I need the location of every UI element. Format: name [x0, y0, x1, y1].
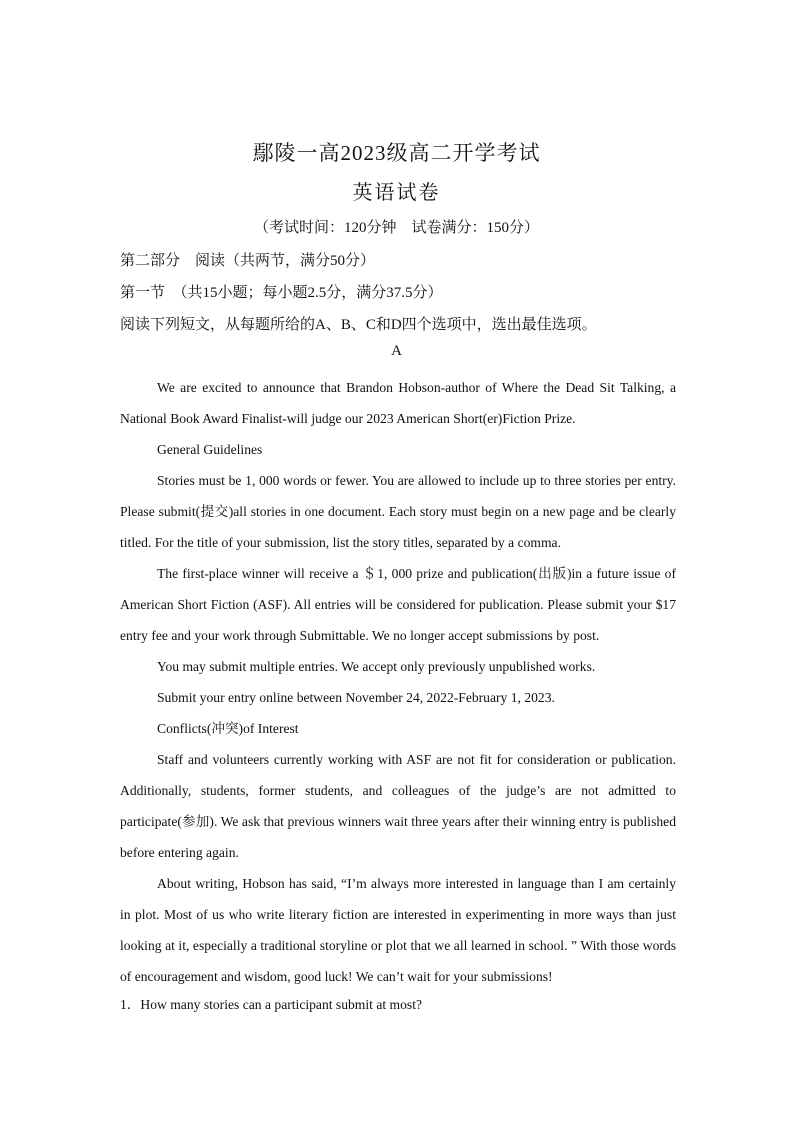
passage-paragraph: You may submit multiple entries. We accept only previously unpublished works.	[157, 659, 596, 674]
section-heading: 第一节 （共15小题；每小题2.5分，满分37.5分）	[120, 285, 443, 301]
reading-direction: 阅读下列短文，从每题所给的A、B、C和D四个选项中，选出最佳选项。	[120, 317, 597, 333]
exam-time-and-score: （考试时间：120分钟 试卷满分：150分）	[253, 220, 539, 236]
part-heading: 第二部分 阅读（共两节，满分50分）	[120, 253, 376, 269]
passage-subheading: Conflicts(冲突)of Interest	[157, 721, 299, 736]
passage-subheading: General Guidelines	[157, 442, 263, 457]
passage-paragraph: Stories must be 1, 000 words or fewer. You are allowed to include up to three stories per entry. Please submit(提交)all stories in one document. Each story must begin on a new page and be clearly titled. For the title of your submission, list the story titles, separated by a comma.	[120, 473, 676, 550]
question-1: 1．How many stories can a participant submit at most?	[120, 997, 423, 1012]
passage-paragraph: About writing, Hobson has said, “I’m always more interested in language than I am certainly in plot. Most of us who write literary fiction are interested in experimenting in more ways than just looking at it, especially a traditional storyline or plot that we all learned in school. ” With those words of encouragement and wisdom, good luck! We can’t wait for your submissions!	[120, 876, 676, 984]
passage-paragraph: The first-place winner will receive a ＄1, 000 prize and publication(出版)in a future issue of American Short Fiction (ASF). All entries will be considered for publication. Please submit your $17 entry fee and your work through Submittable. We no longer accept submissions by post.	[120, 566, 676, 643]
passage-letter: A	[391, 343, 402, 359]
passage-paragraph: We are excited to announce that Brandon Hobson-author of Where the Dead Sit Talking, a National Book Award Finalist-will judge our 2023 American Short(er)Fiction Prize.	[120, 380, 676, 426]
exam-title: 鄢陵一高2023级高二开学考试	[252, 141, 541, 165]
passage-paragraph: Submit your entry online between November 24, 2022-February 1, 2023.	[157, 690, 555, 705]
exam-subtitle: 英语试卷	[352, 182, 441, 204]
passage-paragraph: Staff and volunteers currently working with ASF are not fit for consideration or publication. Additionally, students, former students, and colleagues of the judge’s are not admitted to participate(参加). We ask that previous winners wait three years after their winning entry is published before entering again.	[120, 752, 676, 860]
passage-body	[120, 372, 676, 992]
